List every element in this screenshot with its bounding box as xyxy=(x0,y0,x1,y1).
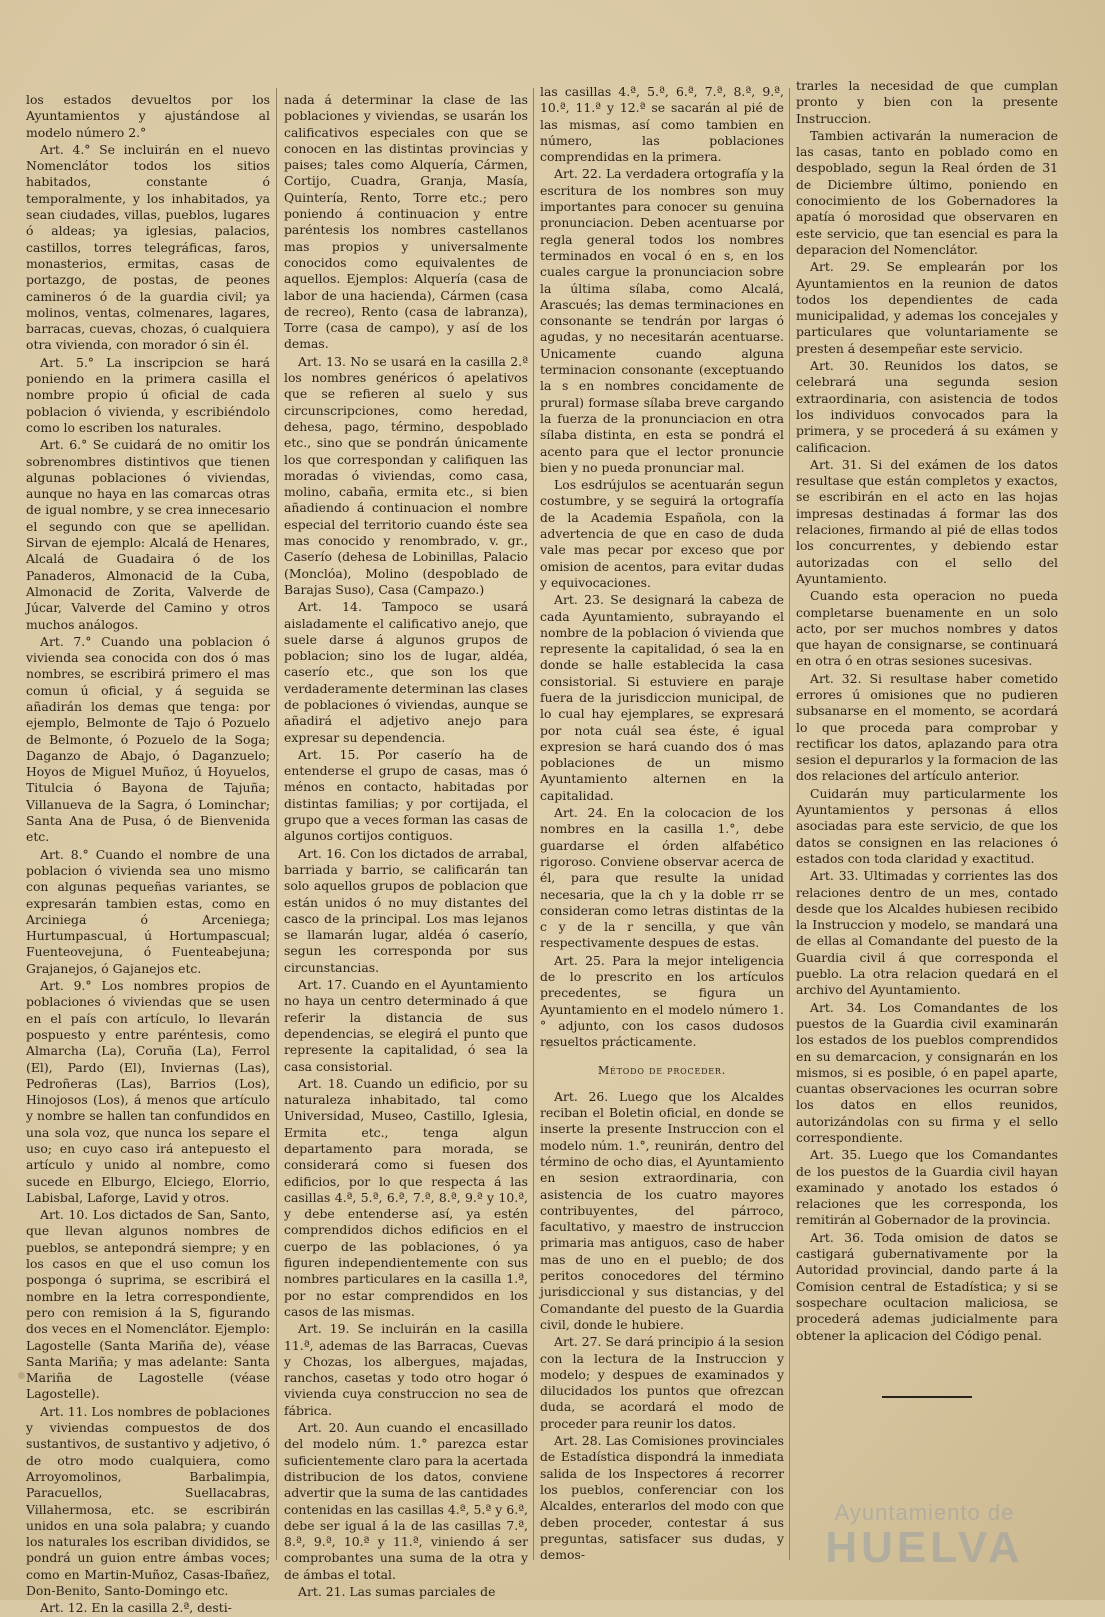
paragraph: nada á determinar la clase de las poblaciones y viviendas, se usarán los calificativos especiales con que se conocen en las distintas provincias y paises; tales como Alquería, Cármen, Cortijo, Cuadra, Granja, Masía, Quintería, Rento, Torre etc.; pero poniendo á continuacion y entre paréntesis los nombres castellanos mas propios y universalmente conocidos como equivalentes de aquellos. Ejemplos: Alquería (casa de labor de una hacienda), Cármen (casa de recreo), Rento (casa de labranza), Torre (casa de campo), y así de los demas. xyxy=(284,92,528,352)
paragraph: Art. 27. Se dará principio á la sesion con la lectura de la Instruccion y modelo; y despues de examinados y dilucidados los puntos que ofrezcan duda, se acordará el modo de proceder para reunir los datos. xyxy=(540,1334,784,1431)
paragraph: Art. 4.° Se incluirán en el nuevo Nomenclátor todos los sitios habitados, constante ó temporalmente, y los inhabitados, ya sean ciudades, villas, pueblos, lugares ó aldeas; ya iglesias, palacios, castillos, torres telegráficas, faros, monasterios, ermitas, casas de portazgo, de postas, de peones camineros ó de la guardia civil; ya molinos, ventas, colmenares, lagares, barracas, cuevas, chozas, ó cualquiera otra vivienda, con morador ó sin él. xyxy=(26,141,270,353)
paragraph: las casillas 4.ª, 5.ª, 6.ª, 7.ª, 8.ª, 9.ª, 10.ª, 11.ª y 12.ª se sacarán al pié de las mismas, así como tambien en número, las poblaciones comprendidas en la primera. xyxy=(540,84,784,165)
paragraph: Cuidarán muy particularmente los Ayuntamientos y personas á ellos asociadas para este servicio, de que los datos se consignen en las relaciones ó estados con toda claridad y exactitud. xyxy=(796,785,1058,866)
paragraph: Art. 33. Ultimadas y corrientes las dos relaciones dentro de un mes, contado desde que los Alcaldes hubiesen recibido la Instruccion y modelo, se mandará una de ellas al Comandante del puesto de la Guardia civil á que corresponda el pueblo. La otra relacion quedará en el archivo del Ayuntamiento. xyxy=(796,868,1058,998)
paragraph: los estados devueltos por los Ayuntamientos y ajustándose al modelo número 2.° xyxy=(26,92,270,140)
paragraph: Art. 7.° Cuando una poblacion ó vivienda sea conocida con dos ó mas nombres, se escribirá primero el mas comun ú oficial, y á seguida se añadirán los demas que tenga: por ejemplo, Belmonte de Tajo ó Pozuelo de Belmonte, ó Pozuelo de la Soga; Daganzo de Abajo, ó Daganzuelo; Hoyos de Miguel Muñoz, ú Hoyuelos, Titulcia ó Bayona de Tajuña; Villanueva de la Sagra, ó Lominchar; Santa Ana de Pusa, ó de Bienvenida etc. xyxy=(26,633,270,845)
column-divider xyxy=(276,88,277,1560)
text-column-3 xyxy=(540,84,784,1564)
paragraph: Art. 26. Luego que los Alcaldes reciban el Boletin oficial, en donde se inserte la presente Instruccion con el modelo núm. 1.°, reunirán, dentro del término de ocho dias, el Ayuntamiento en sesion extraordinaria, con asistencia de los cuatro mayores contribuyentes, del párroco, facultativo, y maestro de instruccion primaria mas antiguos, caso de haber mas de uno en el pueblo; de dos peritos conocedores del término jurisdiccional y sus distancias, y del Comandante del puesto de la Guardia civil, donde le hubiere. xyxy=(540,1088,784,1332)
paragraph: Art. 36. Toda omision de datos se castigará gubernativamente por la Autoridad provincial, dando parte á la Comision central de Estadística; y si se sospechare ocultacion maliciosa, se procederá ademas judicialmente para obtener la aplicacion del Código penal. xyxy=(796,1229,1058,1343)
watermark-line-2: HUELVA xyxy=(825,1523,1024,1572)
end-rule xyxy=(882,1396,972,1398)
paragraph: Art. 30. Reunidos los datos, se celebrará una segunda sesion extraordinaria, con asistencia de todos los individuos convocados para la primera, y se procederá á su exámen y calificacion. xyxy=(796,358,1058,455)
paragraph: Art. 12. En la casilla 2.ª, desti- xyxy=(40,1600,232,1616)
paragraph: Art. 14. Tampoco se usará aisladamente el calificativo anejo, que suele darse á algunos grupos de poblacion; sino los de lugar, aldéa, caserío etc., que son los que verdaderamente determinan las clases de poblaciones ó viviendas, aunque se añadirá el adjetivo anejo para expresar su dependencia. xyxy=(284,599,528,745)
column-divider xyxy=(533,88,534,1560)
paragraph: Art. 23. Se designará la cabeza de cada Ayuntamiento, subrayando el nombre de la poblacion ó vivienda que represente la capitalidad, ó sea la en donde se halle establecida la casa consistorial. Si estuviere en paraje fuera de la jurisdiccion municipal, de lo cual hay ejemplares, se expresará por nota cuál sea éste, é igual expresion se hará cuando dos ó mas poblaciones de un mismo Ayuntamiento alternen en la capitalidad. xyxy=(540,592,784,803)
paragraph: Art. 5.° La inscripcion se hará poniendo en la primera casilla el nombre propio ú oficial de cada poblacion ó vivienda, y escribiéndolo como lo escriben los naturales. xyxy=(26,354,270,435)
paragraph: Art. 13. No se usará en la casilla 2.ª los nombres genéricos ó apelativos que se refieren al suelo y sus circunscripciones, como heredad, dehesa, pago, término, despoblado etc., sino que se pondrán únicamente los que correspondan y califiquen las moradas ó viviendas, como casa, molino, cabaña, ermita etc., si bien añadiendo á continuacion el nombre especial del territorio cuando éste sea mas conocido y renombrado, v. gr., Caserío (dehesa de Lobinillas, Palacio (Monclóa), Molino (despoblado de Barajas Suso), Casa (Campazo.) xyxy=(284,353,528,597)
paragraph: Los esdrújulos se acentuarán segun costumbre, y se seguirá la ortografía de la Academia Española, con la advertencia de que en caso de duda vale mas pecar por exceso que por omision de acentos, para evitar dudas y equivocaciones. xyxy=(540,477,784,590)
paragraph: Art. 31. Si del exámen de los datos resultase que están completos y exactos, se escribirán en el acto en las hojas impresas destinadas á formar las dos relaciones, firmando al pié de ellas todos los concurrentes, y debiendo estar autorizadas con el sello del Ayuntamiento. xyxy=(796,456,1058,586)
paragraph: trarles la necesidad de que cumplan pronto y bien con la presente Instruccion. xyxy=(796,78,1058,126)
paragraph: Art. 28. Las Comisiones provinciales de Estadística dispondrá la inmediata salida de los Inspectores á recorrer los pueblos, conferenciar con los Alcaldes, enterarlos del modo con que deben proceder, contestar á sus preguntas, satisfacer sus dudas, y demos- xyxy=(540,1433,784,1563)
paragraph: Art. 8.° Cuando el nombre de una poblacion ó vivienda sea uno mismo con algunas pequeñas variantes, se expresarán tambien estas, como en Arciniega ó Arceniega; Hurtumpascual, ú Hortumpascual; Fuenteovejuna, ó Fuenteabejuna; Grajanejos, ó Gajanejos etc. xyxy=(26,846,270,976)
section-heading: Método de proceder. xyxy=(597,1063,727,1077)
ink-stain xyxy=(18,1372,25,1379)
text-column-2 xyxy=(284,92,528,1600)
paragraph: Art. 25. Para la mejor inteligencia de lo prescrito en los artículos precedentes, se figura un Ayuntamiento en el modelo número 1.° adjunto, con los casos dudosos resueltos prácticamente. xyxy=(540,952,784,1050)
paragraph: Art. 17. Cuando en el Ayuntamiento no haya un centro determinado á que referir la distancia de sus dependencias, se elegirá el punto que represente la capitalidad, ó sea la casa consistorial. xyxy=(284,977,528,1074)
text-column-1 xyxy=(26,92,270,1616)
paragraph: Art. 20. Aun cuando el encasillado del modelo núm. 1.° parezca estar suficientemente claro para la acertada distribucion de los datos, conviene advertir que la suma de las cantidades contenidas en las casillas 4.ª, 5.ª y 6.ª, debe ser igual á la de las casillas 7.ª, 8.ª, 9.ª, 10.ª y 11.ª, viniendo á ser comprobantes una suma de la otra y de ámbas el total. xyxy=(284,1420,528,1582)
paragraph: Art. 19. Se incluirán en la casilla 11.ª, ademas de las Barracas, Cuevas y Chozas, los albergues, majadas, ranchos, casetas y todo otro hogar ó vivienda cuya construccion no sea de fábrica. xyxy=(284,1321,528,1418)
paragraph: Art. 24. En la colocacion de los nombres en la casilla 1.°, debe guardarse el órden alfabético rigoroso. Conviene observar acerca de él, para que resulte la unidad necesaria, que la ch y la doble rr se consideran como letras distintas de la c y de la r sencilla, y que vân respectivamente despues de estas. xyxy=(540,805,784,951)
paragraph: Art. 6.° Se cuidará de no omitir los sobrenombres distintivos que tienen algunas poblaciones ó viviendas, aunque no haya en las comarcas otras de igual nombre, y se crea innecesario el segundo con que se apellidan. Sirvan de ejemplo: Alcalá de Henares, Alcalá de Guadaira ó de los Panaderos, Almonacid de la Cuba, Almonacid de Zorita, Valverde de Júcar, Valverde del Camino y otros muchos análogos. xyxy=(26,437,270,632)
paragraph: Art. 35. Luego que los Comandantes de los puestos de la Guardia civil hayan examinado y anotado los estados ó relaciones que les corresponda, los remitirán al Gobernador de la provincia. xyxy=(796,1147,1058,1228)
paragraph: Art. 21. Las sumas parciales de xyxy=(298,1584,496,1600)
paragraph: Art. 18. Cuando un edificio, por su naturaleza inhabitado, tal como Universidad, Museo, Castillo, Iglesia, Ermita etc., tenga algun departamento para morada, se considerará como si fuesen dos edificios, por lo que respecta á las casillas 4.ª, 5.ª, 6.ª, 7.ª, 8.ª, 9.ª y 10.ª, y debe entenderse así, ya estén comprendidos dichos edificios en el cuerpo de las poblaciones, ó ya figuren independientemente con sus nombres particulares en la casilla 1.ª, por no estar comprendidos en los casos de las mismas. xyxy=(284,1075,528,1319)
watermark-line-1: Ayuntamiento de xyxy=(834,1500,1015,1525)
archive-watermark xyxy=(802,1500,1047,1570)
paragraph: Cuando esta operacion no pueda completarse buenamente en un solo acto, por ser muchos nombres y datos que hayan de consignarse, se continuará en otra ó en otras sesiones sucesivas. xyxy=(796,588,1058,669)
text-column-4 xyxy=(796,78,1058,1564)
paragraph: Art. 15. Por caserío ha de entenderse el grupo de casas, mas ó ménos en contacto, habitadas por distintas familias; y por cortijada, el grupo que a veces forman las casas de algunos cortijos contiguos. xyxy=(284,746,528,844)
paragraph: Art. 34. Los Comandantes de los puestos de la Guardia civil examinarán los estados de los pueblos comprendidos en su demarcacion, y consignarán en los mismos, si es posible, ó en papel aparte, cuantas observaciones les ocurran sobre los datos en ellos reunidos, autorizándolas con su firma y el sello correspondiente. xyxy=(796,999,1058,1145)
paragraph: Art. 10. Los dictados de San, Santo, que llevan algunos nombres de pueblos, se antepondrá siempre; y en los casos en que el uso comun los posponga ó suprima, se escribirá el nombre en la letra correspondiente, pero con remision á la S, figurando dos veces en el Nomenclátor. Ejemplo: Lagostelle (Santa Mariña de), véase Santa Mariña; y mas adelante: Santa Mariña de Lagostelle (véase Lagostelle). xyxy=(26,1207,270,1402)
paragraph: Art. 9.° Los nombres propios de poblaciones ó viviendas que se usen en el país con artículo, lo llevarán pospuesto y entre paréntesis, como Almarcha (La), Coruña (La), Ferrol (El), Pardo (El), Inviernas (Las), Pedroñeras (Las), Barrios (Los), Hinojosos (Los), á menos que artículo y nombre se hallen tan confundidos en una sola voz, que nunca los separe el uso; en cuyo caso irá antepuesto el artículo y unido al nombre, como sucede en Elburgo, Elciego, Elorrio, Labisbal, Laforge, Lavid y otros. xyxy=(26,978,270,1205)
column-divider xyxy=(789,88,790,1560)
paragraph: Art. 29. Se emplearán por los Ayuntamientos en la reunion de datos todos los dependientes de cada municipalidad, y ademas los concejales y particulares que voluntariamente se presten á desempeñar este servicio. xyxy=(796,259,1058,356)
paragraph: Tambien activarán la numeracion de las casas, tanto en poblado como en despoblado, segun la Real órden de 31 de Diciembre último, poniendo en conocimiento de los Gobernadores la apatía ó morosidad que observaren en este servicio, que tan esencial es para la deparacion del Nomenclátor. xyxy=(796,127,1058,257)
paragraph: Art. 11. Los nombres de poblaciones y viviendas compuestos de dos sustantivos, de sustantivo y adjetivo, ó de otro modo cualquiera, como Arroyomolinos, Barbalimpia, Paracuellos, Suellacabras, Villahermosa, etc. se escribirán unidos en una sola palabra; y cuando los naturales los escriban divididos, se pondrá un guion entre ámbas voces; como en Martin-Muñoz, Casas-Ibañez, Don-Benito, Santo-Domingo etc. xyxy=(26,1403,270,1599)
paragraph: Art. 22. La verdadera ortografía y la escritura de los nombres son muy importantes para conocer su genuina pronunciacion. Deben acentuarse por regla general todos los nombres terminados en vocal ó en s, en los cuales cargue la pronunciacion sobre la última sílaba, como Alcalá, Arascués; las demas terminaciones en consonante se tendrán por largas ó agudas, y no necesitarán acentuarse. Unicamente cuando alguna terminacion consonante (exceptuando la s en nombres concidamente de prural) formase sílaba breve cargando la fuerza de la pronunciacion en otra sílaba distinta, en esta se pondrá el acento para que el lector pronuncie bien y no pueda pronunciar mal. xyxy=(540,166,784,475)
paragraph: Art. 32. Si resultase haber cometido errores ú omisiones que no pudieren subsanarse en el momento, se acordará lo que proceda para comprobar y rectificar los datos, aplazando para otra sesion el depurarlos y la formacion de las dos relaciones del artículo anterior. xyxy=(796,670,1058,784)
paragraph: Art. 16. Con los dictados de arrabal, barriada y barrio, se calificarán tan solo aquellos grupos de poblacion que están unidos ó no muy distantes del casco de la principal. Los mas lejanos se llamarán lugar, aldéa ó caserío, segun les corresponda por sus circunstancias. xyxy=(284,845,528,975)
